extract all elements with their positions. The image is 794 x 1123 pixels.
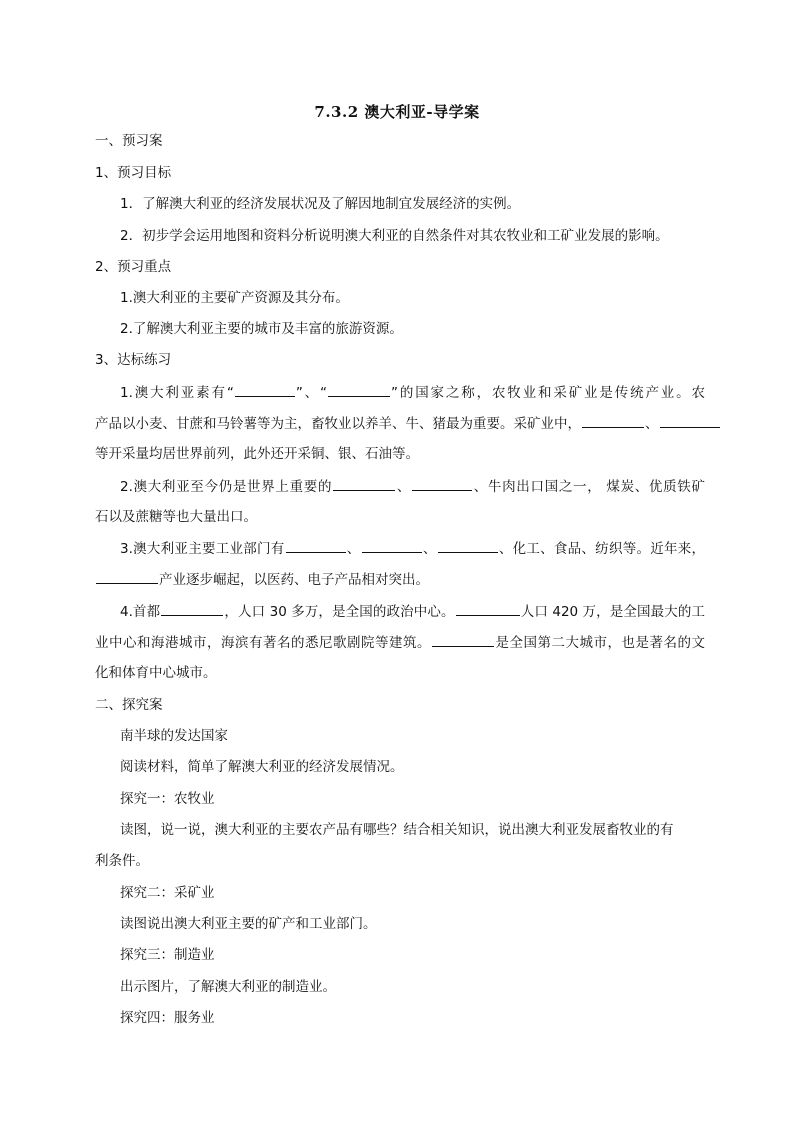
- question-2-line-2: 石以及蔗糖等也大量出口。: [95, 509, 257, 525]
- question-4-line-1: 4.首都 ，人口 30 多万，是全国的政治中心。 人口 420 万，是全国最大的工: [120, 601, 705, 622]
- inquiry-3-heading: 探究三：制造业: [120, 947, 215, 963]
- inquiry-3-text: 出示图片，了解澳大利亚的制造业。: [120, 979, 336, 995]
- answer-blank[interactable]: [660, 413, 720, 428]
- focus-heading: 2、预习重点: [95, 259, 172, 275]
- inquiry-1-text-line-1: 读图，说一说，澳大利亚的主要农产品有哪些？结合相关知识，说出澳大利亚发展畜牧业的有: [120, 822, 674, 838]
- answer-blank[interactable]: [432, 632, 494, 647]
- answer-blank[interactable]: [582, 413, 644, 428]
- answer-blank[interactable]: [96, 569, 158, 584]
- answer-blank[interactable]: [161, 601, 223, 616]
- question-1-line-1: 1.澳大利亚素有“ ”、“ ”的国家之称，农牧业和采矿业是传统产业。农: [120, 382, 705, 403]
- inquiry-intro: 阅读材料，简单了解澳大利亚的经济发展情况。: [120, 759, 404, 775]
- focus-2: 2.了解澳大利亚主要的城市及丰富的旅游资源。: [120, 321, 403, 337]
- question-4-line-2: 业中心和海港城市，海滨有著名的悉尼歌剧院等建筑。 是全国第二大城市，也是著名的文: [95, 632, 705, 653]
- focus-1: 1.澳大利亚的主要矿产资源及其分布。: [120, 290, 349, 306]
- inquiry-1-text-line-2: 利条件。: [95, 853, 149, 869]
- inquiry-4-heading: 探究四：服务业: [120, 1010, 215, 1026]
- question-2-line-1: 2.澳大利亚至今仍是世界上重要的 、 、牛肉出口国之一， 煤炭、优质铁矿: [120, 476, 705, 497]
- answer-blank[interactable]: [235, 382, 295, 397]
- question-1-line-2: 产品以小麦、甘蔗和马铃薯等为主，畜牧业以养羊、牛、猪最为重要。采矿业中， 、: [95, 413, 705, 434]
- goal-2: 2．初步学会运用地图和资料分析说明澳大利亚的自然条件对其农牧业和工矿业发展的影响。: [120, 228, 669, 244]
- inquiry-subtitle: 南半球的发达国家: [120, 728, 228, 744]
- inquiry-2-heading: 探究二：采矿业: [120, 885, 215, 901]
- inquiry-2-text: 读图说出澳大利亚主要的矿产和工业部门。: [120, 916, 377, 932]
- goal-1: 1．了解澳大利亚的经济发展状况及了解因地制宜发展经济的实例。: [120, 196, 521, 212]
- answer-blank[interactable]: [286, 538, 346, 553]
- answer-blank[interactable]: [333, 476, 395, 491]
- question-3-line-1: 3.澳大利亚主要工业部门有 、 、 、化工、食品、纺织等。近年来，: [120, 538, 705, 559]
- answer-blank[interactable]: [438, 538, 498, 553]
- section-heading-preview: 一、预习案: [95, 133, 163, 149]
- answer-blank[interactable]: [362, 538, 422, 553]
- question-4-line-3: 化和体育中心城市。: [95, 665, 217, 681]
- answer-blank[interactable]: [412, 476, 472, 491]
- practice-heading: 3、达标练习: [95, 352, 172, 368]
- section-heading-inquiry: 二、探究案: [95, 697, 163, 713]
- answer-blank[interactable]: [328, 382, 390, 397]
- inquiry-1-heading: 探究一：农牧业: [120, 791, 215, 807]
- document-title: 7.3.2 澳大利亚-导学案: [314, 103, 480, 121]
- answer-blank[interactable]: [456, 601, 520, 616]
- question-3-line-2: 产业逐步崛起，以医药、电子产品相对突出。: [95, 569, 705, 590]
- goals-heading: 1、预习目标: [95, 165, 172, 181]
- question-1-line-3: 等开采量均居世界前列，此外还开采铜、银、石油等。: [95, 446, 419, 462]
